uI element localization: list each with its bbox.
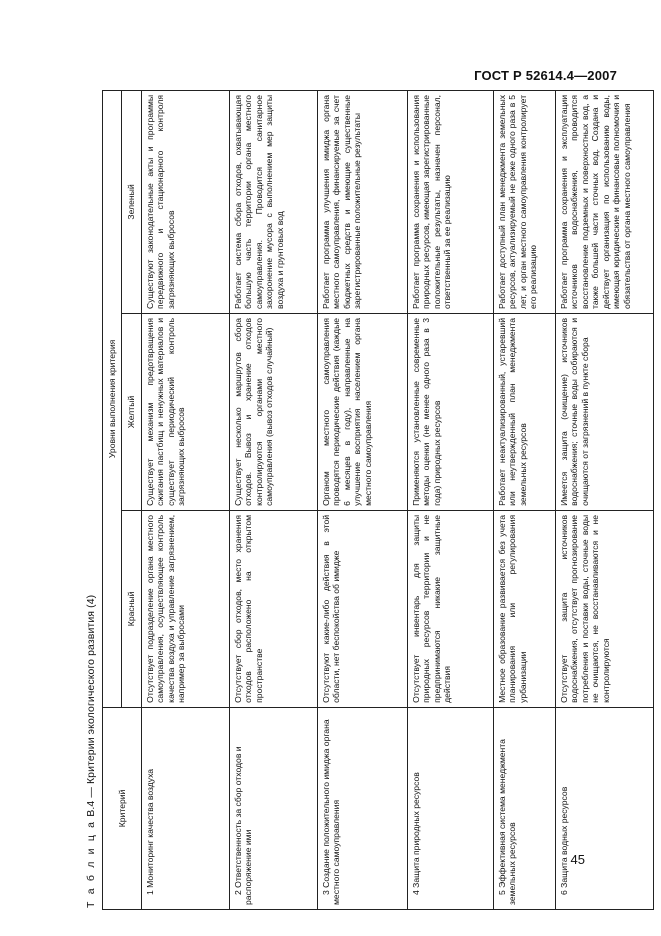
header-criterion: Критерий	[103, 707, 142, 909]
red-text: Отсутствуют какие-либо действия в этой области, нет беспокойства об имидже	[321, 514, 342, 703]
criterion-cell: 3 Создание положительного имиджа органа местного самоуправления	[318, 707, 408, 909]
yellow-text: Работает неактуализированный, устаревший или неутвержденный план менеджмента земельных ресурсов	[497, 317, 528, 506]
table-row	[556, 91, 654, 910]
red-cell	[142, 510, 230, 707]
red-cell	[494, 510, 556, 707]
yellow-text: Существует несколько маршрутов сбора отходов. Вывоз и хранение отходов контролируются органами местного самоуправления (вывоз отходов случайный)	[233, 317, 275, 506]
table-caption	[85, 595, 97, 908]
yellow-text: Имеется защита (очищение) источников водоснабжения; сточные воды собираются и очищаются от загрязнений в пункте сбора	[559, 317, 590, 506]
header-yellow: Желтый	[122, 313, 142, 510]
yellow-text: Применяются установленные современные методы оценки (не менее одного раза в 3 года) природных ресурсов	[411, 317, 442, 506]
green-text: Работает программа сохранения и использования природных ресурсов, имеющая зарегистрированные положительные результаты, назначен персонал, ответственный за ее реализацию	[411, 95, 453, 309]
yellow-cell	[318, 313, 408, 510]
red-text: Отсутствует защита источников водоснабжения, отсутствует прогнозирование потребления и поставки воды, сточные воды не очищаются, не восстанавливаются и не контролируются	[559, 514, 611, 703]
red-cell	[318, 510, 408, 707]
standard-code: ГОСТ Р 52614.4—2007	[474, 68, 617, 83]
yellow-cell	[556, 313, 654, 510]
yellow-text: Существует механизм предотвращения сжигания пастбищ и ненужных материалов и существует периодический контроль загрязняющих выбросов	[145, 317, 187, 506]
table-caption-text: В.4 — Критерии экологического развития (4)	[85, 594, 97, 817]
criterion-cell: 5 Эффективная система менеджмента земельных ресурсов	[494, 707, 556, 909]
red-text: Отсутствует инвентарь для защиты природных ресурсов территории и не предпринимаются никакие защитные действия	[411, 514, 453, 703]
table-caption-prefix: Т а б л и ц а	[85, 819, 97, 908]
red-text: Отсутствует подразделение органа местного самоуправления, осуществляющее контроль качества воздуха и управление загрязнением, например за выбросами	[145, 514, 187, 703]
red-text: Отсутствует сбор отходов, место хранения отходов расположено на открытом пространстве	[233, 514, 264, 703]
green-cell	[318, 91, 408, 314]
yellow-cell	[494, 313, 556, 510]
table-row	[318, 91, 408, 910]
rotated-table-block	[85, 90, 632, 910]
table-row	[408, 91, 494, 910]
red-text: Местное образование развивается без учета планирования или регулирования урбанизации	[497, 514, 528, 703]
table-row	[230, 91, 318, 910]
header-levels: Уровни выполнения критерия	[103, 91, 122, 708]
red-cell	[556, 510, 654, 707]
green-text: Работает система сбора отходов, охватывающая большую часть территории органа местного самоуправления. Проводится санитарное захоронение мусора с выполнением мер защиты воздуха и грунтовых вод	[233, 95, 285, 309]
green-cell	[230, 91, 318, 314]
page-number: 45	[570, 852, 585, 867]
criterion-cell: 6 Защита водных ресурсов	[556, 707, 654, 909]
yellow-cell	[230, 313, 318, 510]
criteria-table	[102, 90, 654, 910]
criterion-cell: 4 Защита природных ресурсов	[408, 707, 494, 909]
red-cell	[230, 510, 318, 707]
header-green: Зеленый	[122, 91, 142, 314]
header-row-top	[103, 91, 122, 910]
yellow-cell	[408, 313, 494, 510]
green-text: Существуют законодательные акты и программы передвижного и стационарного контроля загрязняющих выбросов	[145, 95, 176, 309]
criterion-cell: 1 Мониторинг качества воздуха	[142, 707, 230, 909]
green-text: Работает программа сохранения и эксплуатации источников водоснабжения, проводится восстановление подземных и поверхностных вод, а также большей части сточных вод. Создана и действует организация по использованию воды, имеющая юридические и финансовые полномочия и обязательства от органа местного самоуправления	[559, 95, 632, 309]
green-cell	[408, 91, 494, 314]
green-text: Работает доступный план менеджмента земельных ресурсов, актуализируемый не реже одного раза в 5 лет, и орган местного самоуправления контролирует его реализацию	[497, 95, 539, 309]
table-row	[494, 91, 556, 910]
green-text: Работает программа улучшения имиджа органа местного самоуправления, финансируемые за счет бюджетных средств и имеющие существенные зарегистрированные положительные результаты	[321, 95, 363, 309]
yellow-text: Органом местного самоуправления проводятся периодические действия (каждые 6 месяцев в году), направленные на улучшение восприятия населением органа местного самоуправления	[321, 317, 373, 506]
green-cell	[494, 91, 556, 314]
red-cell	[408, 510, 494, 707]
green-cell	[556, 91, 654, 314]
table-row	[142, 91, 230, 910]
header-red: Красный	[122, 510, 142, 707]
green-cell	[142, 91, 230, 314]
yellow-cell	[142, 313, 230, 510]
criterion-cell: 2 Ответственность за сбор отходов и распоряжение ими	[230, 707, 318, 909]
